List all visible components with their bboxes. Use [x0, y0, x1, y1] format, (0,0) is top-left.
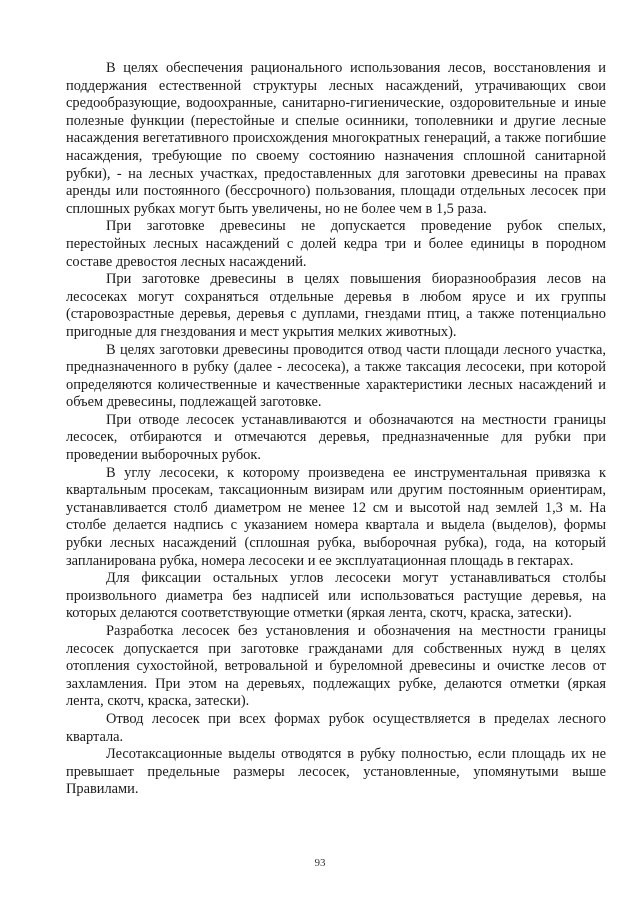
paragraph: При заготовке древесины в целях повышения биоразнообразия лесов на лесосеках могут сохраняться отдельные деревья в любом ярусе и их группы (старовозрастные деревья, деревья с дуплами, гнездами птиц, а также потенциально пригодные для гнездования и мест укрытия мелких животных). — [66, 271, 606, 340]
paragraph: В целях заготовки древесины проводится отвод части площади лесного участка, предназначенного в рубку (далее - лесосека), а также таксация лесосеки, при которой определяются количественные и качественные характеристики лесных насаждений и объем древесины, подлежащей заготовке. — [66, 341, 606, 411]
paragraph: В углу лесосеки, к которому произведена ее инструментальная привязка к квартальным просекам, таксационным визирам или другим постоянным ориентирам, устанавливается столб диаметром не менее 12 см и высотой над землей 1,3 м. На столбе делается надпись с указанием номера квартала и выдела (выделов), формы рубки лесных насаждений (сплошная рубка, выборочная рубка), года, на который запланирована рубка, номера лесосеки и ее эксплуатационная площадь в гектарах. — [66, 464, 606, 569]
paragraph: Разработка лесосек без установления и обозначения на местности границы лесосек допускается при заготовке гражданами для собственных нужд в целях отопления сухостойной, ветровальной и буреломной древесины и очистке лесов от захламления. При этом на деревьях, подлежащих рубке, делаются отметки (яркая лента, скотч, краска, затески). — [66, 623, 606, 710]
paragraph: При отводе лесосек устанавливаются и обозначаются на местности границы лесосек, отбираются и отмечаются деревья, предназначенные для рубки при проведении выборочных рубок. — [66, 411, 606, 464]
paragraph: Лесотаксационные выделы отводятся в рубку полностью, если площадь их не превышает предельные размеры лесосек, установленные, упомянутыми выше Правилами. — [66, 746, 606, 798]
paragraph: Для фиксации остальных углов лесосеки могут устанавливаться столбы произвольного диаметра без надписей или использоваться растущие деревья, на которых делаются соответствующие отметки (яркая лента, скотч, краска, затески). — [66, 570, 606, 622]
page-number: 93 — [314, 857, 326, 869]
paragraph: В целях обеспечения рационального использования лесов, восстановления и поддержания естественной структуры лесных насаждений, утрачивающих свои средообразующие, водоохранные, санитарно-гигиенические, оздоровительные и иные полезные функции (перестойные и спелые осинники, тополевники и другие лесные насаждения вегетативного происхождения многократных генераций, а также погибшие насаждения, требующие по своему состоянию назначения сплошной санитарной рубки), - на лесных участках, предоставленных для заготовки древесины на правах аренды или постоянного (бессрочного) пользования, площади отдельных лесосек при сплошных рубках могут быть увеличены, но не более чем в 1,5 раза. — [66, 60, 606, 217]
paragraph: При заготовке древесины не допускается проведение рубок спелых, перестойных лесных насаждений с долей кедра три и более единицы в породном составе древостоя лесных насаждений. — [66, 218, 606, 270]
paragraph: Отвод лесосек при всех формах рубок осуществляется в пределах лесного квартала. — [66, 710, 606, 745]
body-text — [66, 60, 606, 799]
